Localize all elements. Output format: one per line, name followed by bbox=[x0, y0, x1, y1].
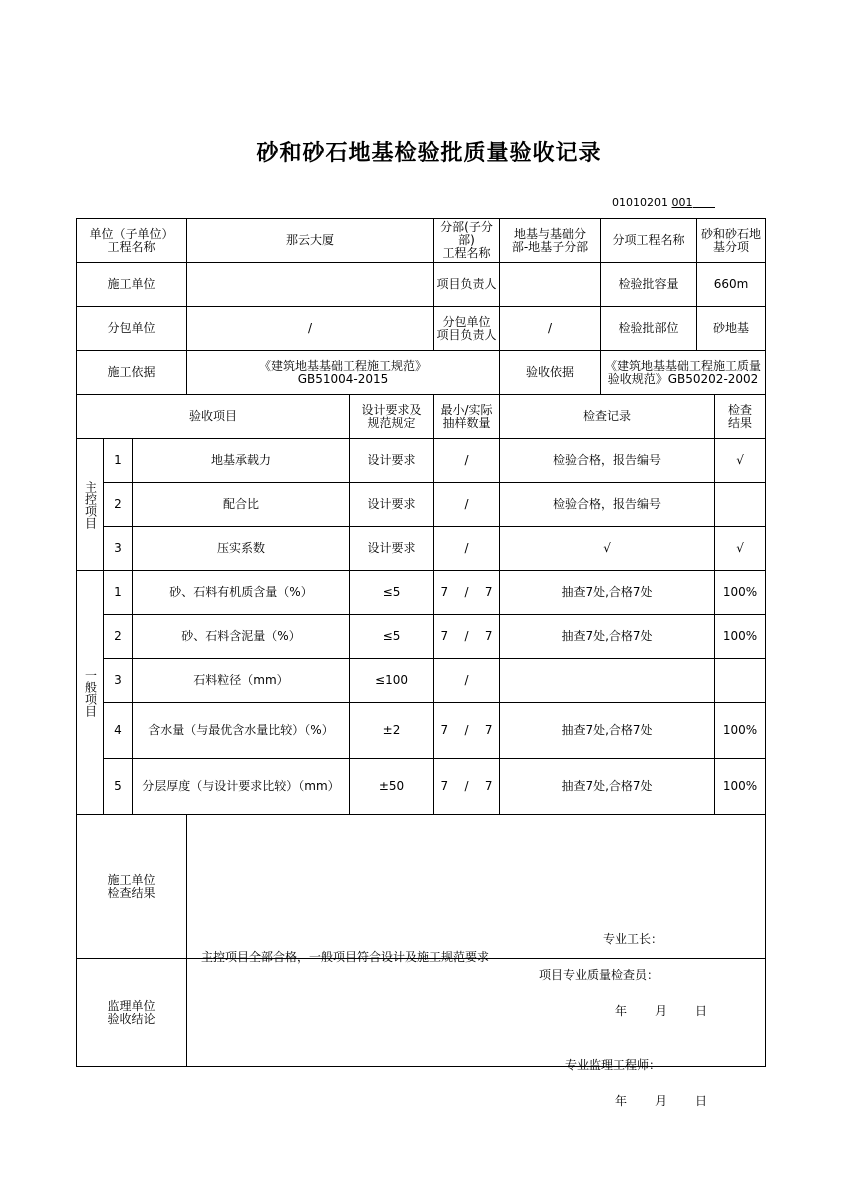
item-result: √ bbox=[715, 439, 766, 483]
table-row bbox=[77, 659, 766, 703]
basis-label: 施工依据 bbox=[77, 351, 187, 395]
date-year: 年 bbox=[615, 1003, 628, 1018]
supervision-body bbox=[187, 959, 766, 1108]
item-req: 设计要求 bbox=[350, 527, 434, 571]
item-record: 抽查7处,合格7处 bbox=[500, 615, 715, 659]
item-name: 地基承载力 bbox=[133, 439, 350, 483]
constructor-label: 施工单位 bbox=[77, 263, 187, 307]
subitem-value: 砂和砂石地 基分项 bbox=[697, 219, 766, 263]
item-sample: / bbox=[434, 483, 500, 527]
item-record: 检验合格，报告编号 bbox=[500, 483, 715, 527]
item-name: 砂、石料有机质含量（%） bbox=[133, 571, 350, 615]
pm-label: 项目负责人 bbox=[434, 263, 500, 307]
subcontractor-value: / bbox=[187, 307, 434, 351]
page-title: 砂和砂石地基检验批质量验收记录 bbox=[256, 140, 602, 166]
table-row bbox=[77, 527, 766, 571]
item-name: 石料粒径（mm） bbox=[133, 659, 350, 703]
item-req: ±50 bbox=[350, 759, 434, 815]
division-value: 地基与基础分 部-地基子分部 bbox=[500, 219, 601, 263]
inspector-label: 项目专业质量检查员： bbox=[539, 967, 660, 982]
doc-number-suffix: 001 bbox=[671, 196, 693, 209]
date-month: 月 bbox=[655, 1093, 668, 1108]
item-name: 含水量（与最优含水量比较）（%） bbox=[133, 703, 350, 759]
table-row bbox=[77, 571, 766, 615]
item-sample: 7 / 7 bbox=[434, 571, 500, 615]
item-result bbox=[715, 483, 766, 527]
acceptance-basis-label: 验收依据 bbox=[500, 351, 601, 395]
item-result: √ bbox=[715, 527, 766, 571]
doc-number bbox=[612, 196, 715, 209]
constructor-value bbox=[187, 263, 434, 307]
item-no: 1 bbox=[104, 571, 133, 615]
unit-value: 那云大厦 bbox=[187, 219, 434, 263]
item-name: 配合比 bbox=[133, 483, 350, 527]
foreman-label: 专业工长： bbox=[603, 931, 664, 946]
item-result: 100% bbox=[715, 615, 766, 659]
item-no: 2 bbox=[104, 483, 133, 527]
date-month: 月 bbox=[655, 1003, 668, 1018]
sub-pm-label: 分包单位 项目负责人 bbox=[434, 307, 500, 351]
item-result bbox=[715, 659, 766, 703]
table-row bbox=[77, 703, 766, 759]
unit-label: 单位（子单位） 工程名称 bbox=[77, 219, 187, 263]
item-req: ≤5 bbox=[350, 571, 434, 615]
location-label: 检验批部位 bbox=[601, 307, 697, 351]
item-no: 2 bbox=[104, 615, 133, 659]
doc-number-code: 01010201 bbox=[612, 196, 668, 209]
item-req: ±2 bbox=[350, 703, 434, 759]
col-item: 验收项目 bbox=[77, 395, 350, 439]
date-day: 日 bbox=[695, 1003, 708, 1018]
item-record: √ bbox=[500, 527, 715, 571]
general-group-label: 一般项目 bbox=[77, 571, 104, 815]
item-no: 1 bbox=[104, 439, 133, 483]
main-group-label: 主控项目 bbox=[77, 439, 104, 571]
item-name: 分层厚度（与设计要求比较）（mm） bbox=[133, 759, 350, 815]
item-record: 抽查7处,合格7处 bbox=[500, 571, 715, 615]
supervision-label: 监理单位 验收结论 bbox=[77, 959, 187, 1067]
acceptance-basis-value: 《建筑地基基础工程施工质量 验收规范》GB50202-2002 bbox=[601, 351, 766, 395]
item-req: ≤5 bbox=[350, 615, 434, 659]
table-row bbox=[77, 615, 766, 659]
subcontractor-label: 分包单位 bbox=[77, 307, 187, 351]
subitem-label: 分项工程名称 bbox=[601, 219, 697, 263]
division-label: 分部(子分部) 工程名称 bbox=[434, 219, 500, 263]
item-req: 设计要求 bbox=[350, 439, 434, 483]
item-record: 检验合格，报告编号 bbox=[500, 439, 715, 483]
item-no: 3 bbox=[104, 527, 133, 571]
sub-pm-value: / bbox=[500, 307, 601, 351]
item-sample: 7 / 7 bbox=[434, 759, 500, 815]
construction-conclusion: 主控项目全部合格，一般项目符合设计及施工规范要求 bbox=[201, 949, 490, 964]
item-name: 压实系数 bbox=[133, 527, 350, 571]
col-record: 检查记录 bbox=[500, 395, 715, 439]
col-result: 检查 结果 bbox=[715, 395, 766, 439]
item-sample: 7 / 7 bbox=[434, 615, 500, 659]
pm-value bbox=[500, 263, 601, 307]
acceptance-form bbox=[76, 218, 766, 1108]
item-name: 砂、石料含泥量（%） bbox=[133, 615, 350, 659]
item-sample: / bbox=[434, 439, 500, 483]
col-sampling: 最小/实际 抽样数量 bbox=[434, 395, 500, 439]
date-year: 年 bbox=[615, 1093, 628, 1108]
item-record: 抽查7处,合格7处 bbox=[500, 703, 715, 759]
construction-check-body bbox=[187, 815, 766, 1018]
item-no: 5 bbox=[104, 759, 133, 815]
item-result: 100% bbox=[715, 703, 766, 759]
item-result: 100% bbox=[715, 759, 766, 815]
table-row bbox=[77, 483, 766, 527]
item-no: 3 bbox=[104, 659, 133, 703]
capacity-value: 660m bbox=[697, 263, 766, 307]
capacity-label: 检验批容量 bbox=[601, 263, 697, 307]
table-row bbox=[77, 439, 766, 483]
item-result: 100% bbox=[715, 571, 766, 615]
supervisor-label: 专业监理工程师： bbox=[565, 1057, 662, 1072]
date-day: 日 bbox=[695, 1093, 708, 1108]
item-req: 设计要求 bbox=[350, 483, 434, 527]
item-sample: / bbox=[434, 659, 500, 703]
basis-value: 《建筑地基基础工程施工规范》 GB51004-2015 bbox=[187, 351, 500, 395]
item-sample: / bbox=[434, 527, 500, 571]
col-requirement: 设计要求及 规范规定 bbox=[350, 395, 434, 439]
location-value: 砂地基 bbox=[697, 307, 766, 351]
item-record: 抽查7处,合格7处 bbox=[500, 759, 715, 815]
construction-check-label: 施工单位 检查结果 bbox=[77, 815, 187, 959]
table-row bbox=[77, 759, 766, 815]
item-req: ≤100 bbox=[350, 659, 434, 703]
item-record bbox=[500, 659, 715, 703]
item-sample: 7 / 7 bbox=[434, 703, 500, 759]
item-no: 4 bbox=[104, 703, 133, 759]
